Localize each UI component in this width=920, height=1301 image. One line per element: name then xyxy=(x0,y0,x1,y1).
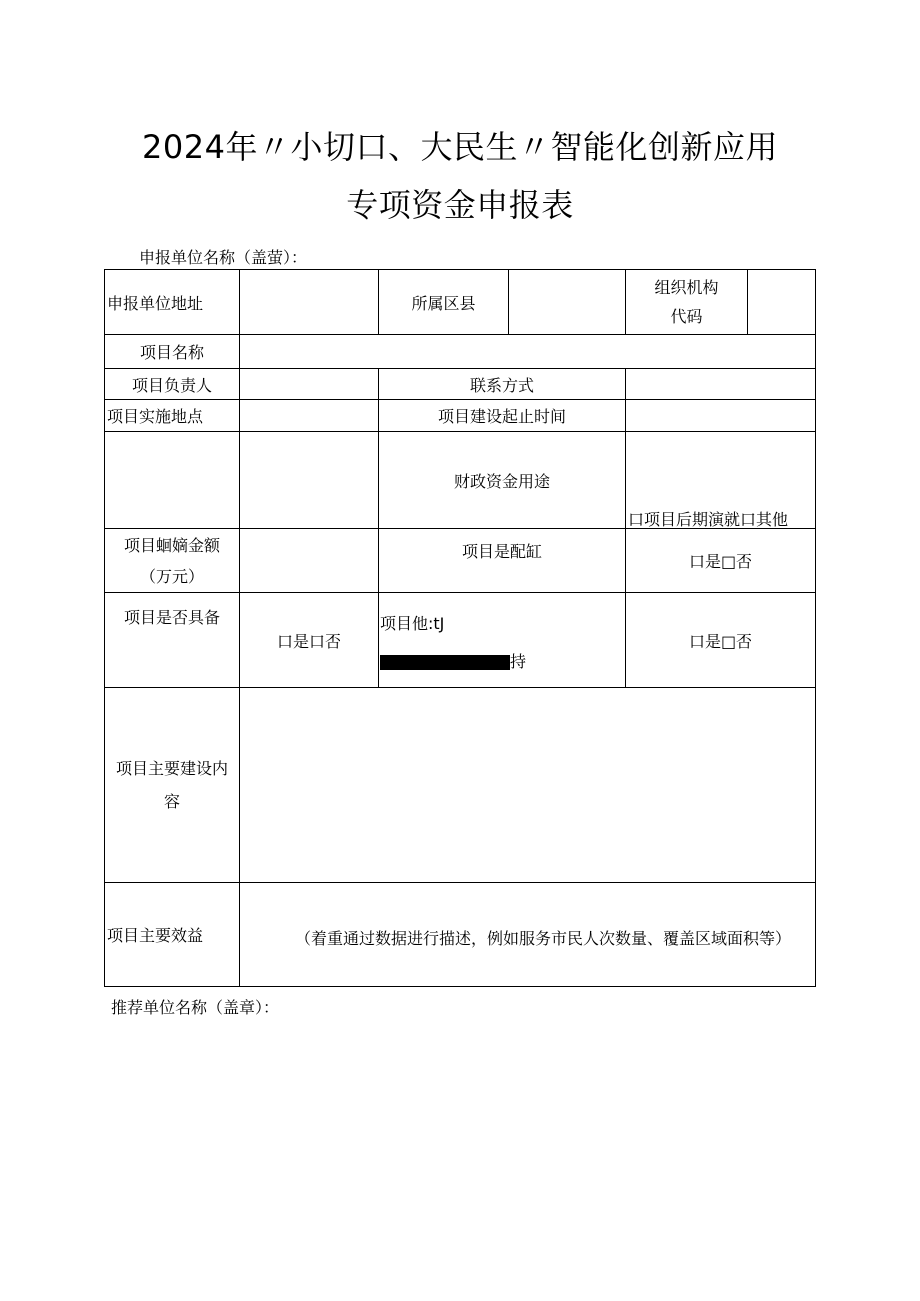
benefit-hint: （着重通过数据进行描述，例如服务市民人次数量、覆盖区域面积等） xyxy=(295,929,792,948)
district-label: 所属区县 xyxy=(379,270,509,335)
match-options[interactable]: 口是□否 xyxy=(626,529,816,593)
location-label: 项目实施地点 xyxy=(105,400,240,432)
form-row-fund-use xyxy=(105,432,816,529)
project-name-value[interactable] xyxy=(240,335,816,369)
address-value[interactable] xyxy=(240,270,379,335)
leader-value[interactable] xyxy=(240,369,379,400)
fund-use-options-cell[interactable] xyxy=(626,432,816,529)
amount-label-line1: 项目蛔嫡金额 xyxy=(123,535,220,555)
content-label-line2: 容 xyxy=(163,792,180,811)
form-row-address xyxy=(105,270,816,335)
contact-label: 联系方式 xyxy=(379,369,626,400)
other-label-line1: 项目他:tJ xyxy=(380,614,445,633)
match-label: 项目是配缸 xyxy=(379,529,626,593)
benefit-label: 项目主要效益 xyxy=(105,883,240,987)
fund-use-blank-cell-2[interactable] xyxy=(240,432,379,529)
form-row-ready xyxy=(105,593,816,688)
amount-label xyxy=(105,529,240,593)
form-row-amount xyxy=(105,529,816,593)
fund-use-options[interactable]: 口项目后期演就口其他 xyxy=(628,510,789,529)
content-label-line1: 项目主要建设内 xyxy=(115,759,228,778)
period-value[interactable] xyxy=(626,400,816,432)
fund-use-blank-cell xyxy=(105,432,240,529)
contact-value[interactable] xyxy=(626,369,816,400)
leader-label: 项目负责人 xyxy=(105,369,240,400)
period-label: 项目建设起止时间 xyxy=(379,400,626,432)
applicant-unit-label: 申报单位名称（盖萤）： xyxy=(139,248,308,267)
address-label: 申报单位地址 xyxy=(105,270,240,335)
org-code-label xyxy=(626,270,748,335)
fund-use-label: 财政资金用途 xyxy=(379,432,626,529)
location-value[interactable] xyxy=(240,400,379,432)
application-form-table xyxy=(104,269,816,987)
project-name-label: 项目名称 xyxy=(105,335,240,369)
org-code-label-line1: 组织机构 xyxy=(654,278,719,297)
org-code-label-line2: 代码 xyxy=(670,307,703,326)
form-title-line1: 2024年〃小切口、大民生〃智能化创新应用 xyxy=(142,128,778,166)
form-row-location xyxy=(105,400,816,432)
amount-value[interactable] xyxy=(240,529,379,593)
content-value[interactable] xyxy=(240,688,816,883)
benefit-value[interactable] xyxy=(240,883,816,987)
content-label xyxy=(105,688,240,883)
redaction-bar xyxy=(380,655,510,670)
district-value[interactable] xyxy=(509,270,626,335)
ready-options[interactable]: 口是口否 xyxy=(240,593,379,688)
form-row-leader xyxy=(105,369,816,400)
amount-label-line2: （万元） xyxy=(139,566,204,586)
recommender-unit-label: 推荐单位名称（盖章）： xyxy=(111,998,280,1017)
other-label-line2-wrap xyxy=(380,649,526,672)
org-code-value[interactable] xyxy=(748,270,816,335)
other-label-cell xyxy=(379,593,626,688)
other-options[interactable]: 口是□否 xyxy=(626,593,816,688)
ready-label: 项目是否具备 xyxy=(105,593,240,688)
form-row-content xyxy=(105,688,816,883)
other-label-line2: 持 xyxy=(510,652,527,671)
form-row-project-name xyxy=(105,335,816,369)
form-row-benefit xyxy=(105,883,816,987)
form-title-line2: 专项资金申报表 xyxy=(346,186,574,224)
